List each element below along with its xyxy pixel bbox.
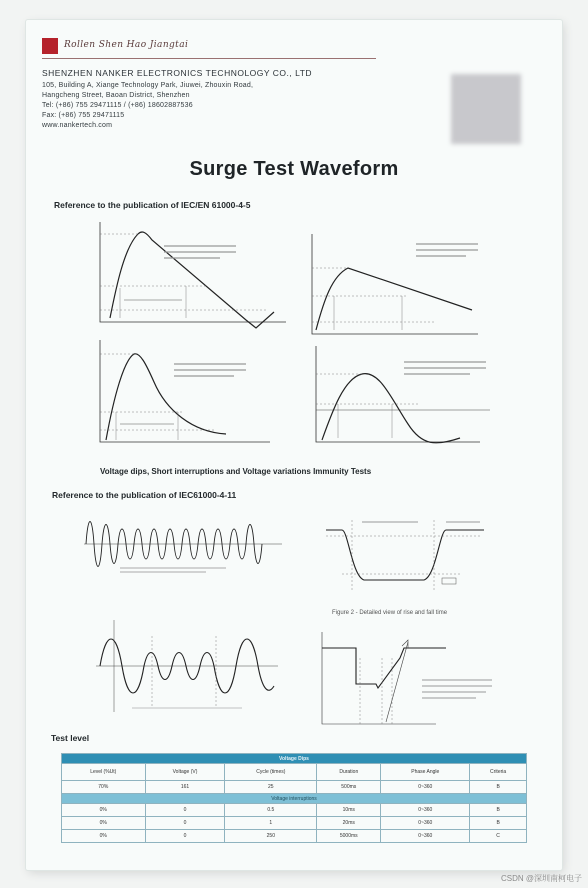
company-website: www.nankertech.com bbox=[42, 122, 113, 129]
table-cell: 20ms bbox=[317, 817, 381, 830]
table-cell: B bbox=[470, 804, 527, 817]
col-header: Voltage (V) bbox=[145, 764, 225, 781]
surge-waveform-3 bbox=[94, 336, 274, 448]
table-cell: B bbox=[470, 781, 527, 794]
table-cell: 0% bbox=[62, 830, 146, 843]
table-row bbox=[62, 804, 527, 817]
table-cell: 0 bbox=[145, 830, 225, 843]
section-iec61000-4-11: Reference to the publication of IEC61000-4-11 bbox=[52, 490, 237, 500]
band-label: Voltage interruptions bbox=[62, 794, 527, 804]
table-cell: 0.5 bbox=[225, 804, 317, 817]
table-cell: 0% bbox=[62, 804, 146, 817]
table-band-interruptions bbox=[62, 794, 527, 804]
table-row bbox=[62, 817, 527, 830]
section-iec61000-4-5: Reference to the publication of IEC/EN 61000-4-5 bbox=[54, 200, 251, 210]
company-address-line2: Hangcheng Street, Baoan District, Shenzhen bbox=[42, 92, 190, 99]
company-name: SHENZHEN NANKER ELECTRONICS TECHNOLOGY CO., LTD bbox=[42, 68, 313, 78]
table-cell: C bbox=[470, 830, 527, 843]
surge-waveform-4 bbox=[310, 342, 500, 454]
qr-code bbox=[451, 74, 521, 144]
table-cell: 0~360 bbox=[381, 830, 470, 843]
test-level-heading: Test level bbox=[51, 733, 90, 743]
table-cell: 25 bbox=[225, 781, 317, 794]
document-page bbox=[26, 20, 562, 870]
table-cell: 161 bbox=[145, 781, 225, 794]
band-label: Voltage Dips bbox=[62, 754, 527, 764]
table-cell: 70% bbox=[62, 781, 146, 794]
table-cell: 0 bbox=[145, 817, 225, 830]
section-voltage-dips: Voltage dips, Short interruptions and Voltage variations Immunity Tests bbox=[100, 467, 372, 476]
csdn-watermark: CSDN @深圳南柯电子 bbox=[500, 874, 582, 883]
table-cell: 250 bbox=[225, 830, 317, 843]
test-level-table bbox=[61, 753, 527, 843]
table-cell: 0~360 bbox=[381, 817, 470, 830]
table-cell: B bbox=[470, 817, 527, 830]
table-row bbox=[62, 830, 527, 843]
table-cell: 0% bbox=[62, 817, 146, 830]
table-cell: 5000ms bbox=[317, 830, 381, 843]
document-title: Surge Test Waveform bbox=[189, 158, 399, 180]
col-header: Phase Angle bbox=[381, 764, 470, 781]
company-address-line1: 105, Building A, Xiange Technology Park, Jiuwei, Zhouxin Road, bbox=[42, 82, 254, 89]
surge-waveform-2 bbox=[306, 230, 486, 342]
table-cell: 10ms bbox=[317, 804, 381, 817]
company-tel: Tel: (+86) 755 29471115 / (+86) 18602887536 bbox=[42, 102, 193, 109]
col-header: Criteria bbox=[470, 764, 527, 781]
company-fax: Fax: (+86) 755 29471115 bbox=[42, 112, 125, 119]
sine-with-dip-waveform bbox=[92, 616, 282, 716]
table-cell: 0 bbox=[145, 804, 225, 817]
col-header: Level (%Ut) bbox=[62, 764, 146, 781]
table-band-voltage-dips bbox=[62, 754, 527, 764]
table-cell: 1 bbox=[225, 817, 317, 830]
surge-waveform-1 bbox=[86, 218, 296, 330]
rise-fall-time-detail bbox=[322, 516, 492, 596]
table-cell: 0~360 bbox=[381, 781, 470, 794]
voltage-dip-sine-burst bbox=[76, 508, 286, 578]
col-header: Duration bbox=[317, 764, 381, 781]
table-header-row bbox=[62, 764, 527, 781]
table-cell: 500ms bbox=[317, 781, 381, 794]
table-cell: 0~360 bbox=[381, 804, 470, 817]
company-logo bbox=[42, 38, 58, 54]
col-header: Cycle (times) bbox=[225, 764, 317, 781]
step-dip-waveform bbox=[316, 628, 506, 728]
company-script-name: Rollen Shen Hao Jiangtai bbox=[64, 40, 189, 50]
header-rule bbox=[42, 58, 376, 59]
table-row bbox=[62, 781, 527, 794]
figure-caption: Figure 2 - Detailed view of rise and fall time bbox=[332, 610, 448, 616]
